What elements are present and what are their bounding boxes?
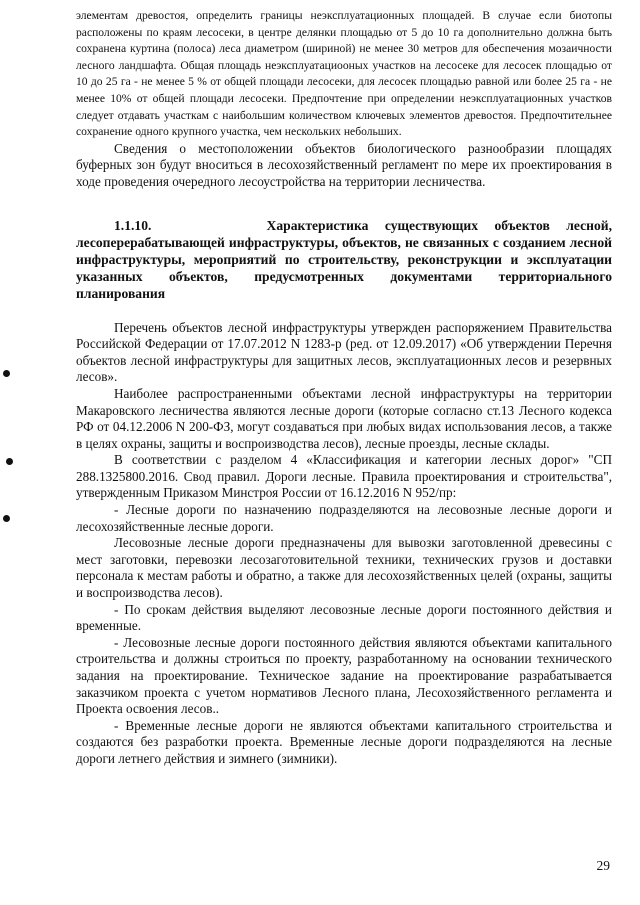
paragraph-top: элементам древостоя, определить границы неэксплуатационных площадей. В случае если биотопы расположены по краям лесосеки, в центре делянки площадью от 5 до 10 га дополнительно должна быть сохранена куртина (полоса) леса диаметром (шириной) не менее 30 метров для обеспечения мозаичности лесного ландшафта. Общая площадь неэксплуатациооных участков на лесосеке для лесосек площадью от 10 до 25 га - не менее 5 % от общей площади лесосеки, для лесосек площадью равной или более 25 га - не менее 10% от общей площади лесосеки. Предпочтение при определении неэксплуатационных участков следует отдавать участкам с наибольшим количеством ключевых элементов древостоя. Предпочтительнее сохранение одного крупного участка, чем нескольких небольших.	[76, 9, 612, 139]
section-number: 1.1.10.	[114, 217, 152, 233]
paragraph-classification: В соответствии с разделом 4 «Классификация и категории лесных дорог» "СП 288.1325800.2016. Свод правил. Дороги лесные. Правила проектирования и строительства", утвержденным Приказом Минстроя России от 16.12.2016 N 952/пр:	[76, 452, 612, 501]
paragraph-list-of-objects: Перечень объектов лесной инфраструктуры утвержден распоряжением Правительства Российской Федерации от 17.07.2012 N 1283-р (ред. от 12.09.2017) «Об утверждении Перечня объектов лесной инфраструктуры для защитных лесов, эксплуатационных лесов и резервных лесов».	[76, 319, 612, 385]
binder-hole-mark	[6, 458, 13, 465]
section-heading	[76, 217, 612, 302]
paragraph-duration: - По срокам действия выделяют лесовозные лесные дороги постоянного действия и временные.	[76, 601, 612, 634]
paragraph-logging-roads: Лесовозные лесные дороги предназначены для вывозки заготовленной древесины с мест заготовки, перевозки лесозаготовительной техники, технических грузов и доставки персонала к местам работы и обратно, а также для лесохозяйственных целей (охраны, защиты и воспроизводства лесов).	[76, 535, 612, 601]
binder-hole-mark	[3, 370, 10, 377]
section-title: Характеристика существующих объектов лесной, лесоперерабатывающей инфраструктуры, объектов, не связанных с созданием лесной инфраструктуры, мероприятий по строительству, реконструкции и эксплуатации указанных объектов, предусмотренных документами территориального планирования	[76, 217, 612, 301]
binder-hole-mark	[3, 515, 10, 522]
paragraph-common-objects: Наиболее распространенными объектами лесной инфраструктуры на территории Макаровского лесничества являются лесные дороги (которые согласно ст.13 Лесного кодекса РФ от 04.12.2006 N 200-ФЗ, могут создаваться при любых видах использования лесов, а также в целях охраны, защиты и воспроизводства лесов), лесные проезды, лесные склады.	[76, 385, 612, 451]
paragraph-permanent-roads: - Лесовозные лесные дороги постоянного действия являются объектами капитального строительства и должны строиться по проекту, разработанному на основании технического задания на проектирование. Техническое задание на проектирование разрабатывается заказчиком проекта с учетом нормативов Лесного плана, Лесохозяйственного регламента и Проекта освоения лесов..	[76, 634, 612, 717]
page-number: 29	[596, 858, 610, 873]
paragraph-purpose: - Лесные дороги по назначению подразделяются на лесовозные лесные дороги и лесохозяйственные лесные дороги.	[76, 502, 612, 534]
paragraph-temporary-roads: - Временные лесные дороги не являются объектами капитального строительства и создаются без разработки проекта. Временные лесные дороги подразделяются на лесные дороги летнего действия и зимнего (зимники).	[76, 717, 612, 766]
document-page	[76, 8, 612, 768]
paragraph-buffer-zones: Сведения о местоположении объектов биологического разнообразии площадях буферных зон будут вноситься в лесохозяйственный регламент по мере их проектирования в ходе проведения очередного лесоустройства на территории лесничества.	[76, 140, 612, 189]
